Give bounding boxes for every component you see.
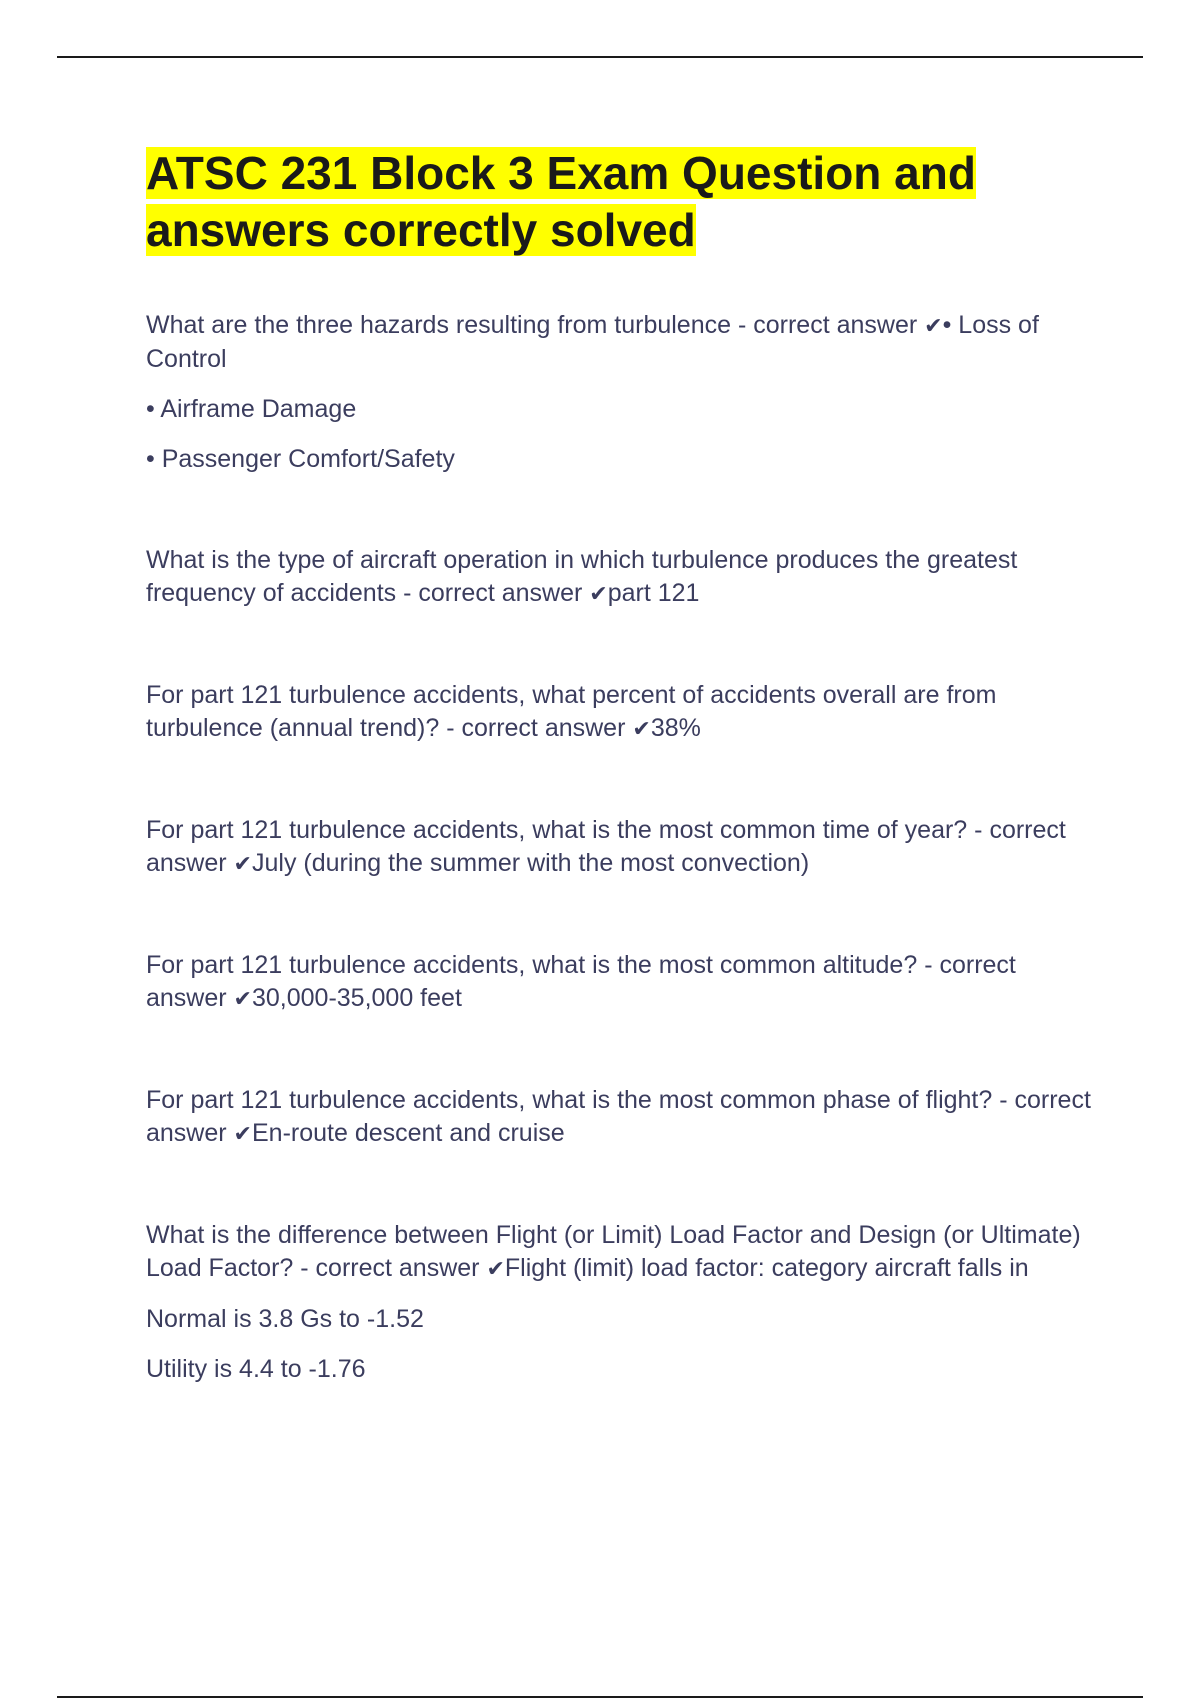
- answer-extra-line: Normal is 3.8 Gs to -1.52: [146, 1305, 424, 1333]
- qa-item: [146, 814, 1096, 881]
- check-icon: ✔: [632, 717, 651, 742]
- answer-separator: - correct answer: [300, 1254, 480, 1282]
- answer-text: July (during the summer with the most convection): [251, 849, 810, 877]
- qa-item: [146, 544, 1096, 611]
- qa-list: [146, 309, 1096, 1386]
- answer-extra-line: • Passenger Comfort/Safety: [146, 445, 455, 473]
- qa-question-line: [146, 1219, 1096, 1286]
- qa-item: [146, 679, 1096, 746]
- answer-separator: - correct answer: [446, 714, 626, 742]
- question-text: What are the three hazards resulting from turbulence: [146, 311, 732, 339]
- question-text: For part 121 turbulence accidents, what is the most common phase of flight?: [146, 1086, 993, 1114]
- header-rule: [57, 56, 1143, 58]
- question-text: For part 121 turbulence accidents, what is the most common altitude?: [146, 951, 918, 979]
- qa-question-line: [146, 679, 1096, 746]
- qa-question-line: [146, 309, 1096, 376]
- qa-question-line: [146, 544, 1096, 611]
- question-text: What is the type of aircraft operation in which turbulence produces the greatest frequency of accidents: [146, 546, 1018, 607]
- check-icon: ✔: [233, 987, 252, 1012]
- title-highlight: ATSC 231 Block 3 Exam Question and answers correctly solved: [146, 147, 976, 256]
- answer-separator: - correct answer: [146, 951, 1016, 1012]
- answer-text: • Loss of Control: [146, 311, 1039, 373]
- qa-item: [146, 309, 1096, 476]
- answer-separator: - correct answer: [146, 816, 1066, 877]
- qa-question-line: [146, 949, 1096, 1016]
- check-icon: ✔: [924, 314, 943, 339]
- answer-separator: - correct answer: [737, 311, 918, 339]
- question-text: What is the difference between Flight (or Limit) Load Factor and Design (or Ultimate) Load Factor?: [146, 1221, 1081, 1282]
- qa-question-line: [146, 1084, 1096, 1151]
- answer-text: En-route descent and cruise: [251, 1119, 565, 1147]
- answer-extra-line: • Airframe Damage: [146, 395, 357, 423]
- check-icon: ✔: [233, 852, 252, 877]
- check-icon: ✔: [486, 1257, 505, 1282]
- answer-text: 30,000-35,000 feet: [251, 984, 462, 1012]
- question-text: For part 121 turbulence accidents, what is the most common time of year?: [146, 816, 968, 844]
- qa-item: [146, 1219, 1096, 1386]
- qa-question-line: [146, 814, 1096, 881]
- answer-text: part 121: [607, 579, 700, 607]
- answer-text: Flight (limit) load factor: category aircraft falls in: [504, 1254, 1029, 1282]
- answer-separator: - correct answer: [403, 579, 583, 607]
- check-icon: ✔: [233, 1122, 252, 1147]
- answer-separator: - correct answer: [146, 1086, 1091, 1147]
- check-icon: ✔: [589, 582, 608, 607]
- question-text: For part 121 turbulence accidents, what percent of accidents overall are from turbulence (annual trend)?: [146, 681, 997, 742]
- qa-item: [146, 1084, 1096, 1151]
- qa-item: [146, 949, 1096, 1016]
- answer-extra-line: Utility is 4.4 to -1.76: [146, 1355, 366, 1383]
- document-page: [146, 145, 1096, 1386]
- answer-text: 38%: [650, 714, 701, 742]
- footer-rule: [57, 1696, 1143, 1698]
- document-title: [146, 145, 1096, 259]
